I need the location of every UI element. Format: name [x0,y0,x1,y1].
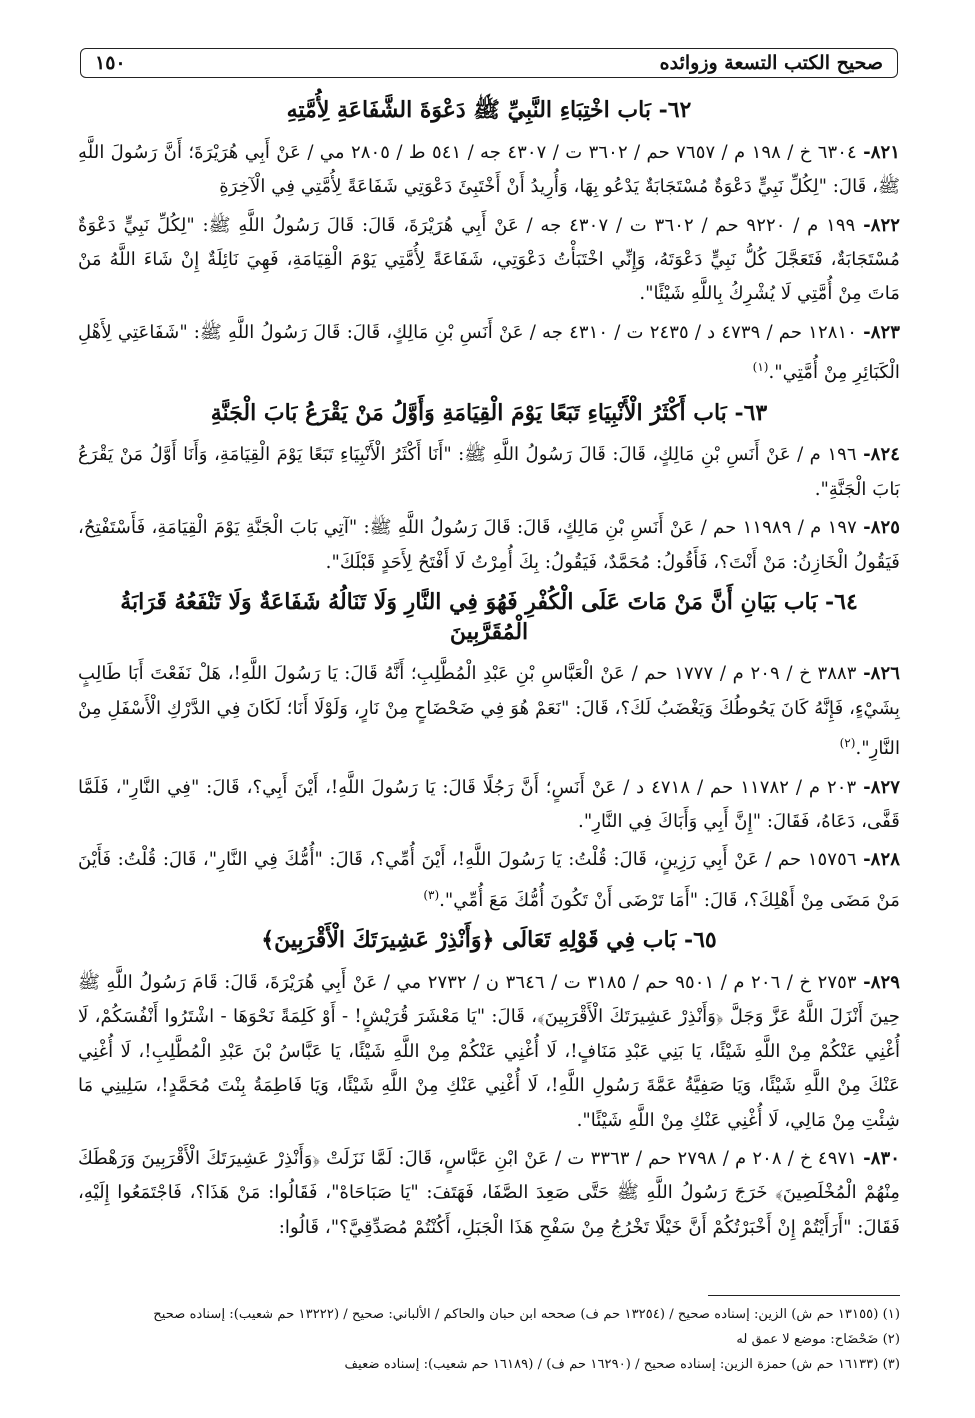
chapter-heading: ٦٤- بَاب بَيَانِ أَنَّ مَنْ مَاتَ عَلَى الْكُفْرِ فَهُوَ فِي النَّارِ وَلَا تَنَالُهُ شَفَاعَةٌ وَلَا تَنْفَعُهُ قَرَابَةُ الْمُقَرَّبِينَ [120,588,858,645]
main-text [78,88,900,1249]
hadith-821 [78,136,900,205]
hadith-number: ٨٢٢- [863,214,900,236]
footnote-2: (٢) ضَحْضَاح: موضع لا عمق له [736,1332,900,1347]
chapter-heading: ٦٢- بَاب اخْتِبَاءِ النَّبِيِّ ﷺ دَعْوَةَ الشَّفَاعَةِ لِأُمَّتِهِ [286,97,692,123]
hadith-text: ١٥٧٥٦ حم / عَنْ أَبِي رَزِينٍ، قَالَ: قُلْتُ: يَا رَسُولَ اللَّهِ!، أَيْنَ أُمِّي؟، قَالَ: "أُمُّكَ فِي النَّارِ"، قَالَ: قُلْتُ: فَأَيْنَ مَنْ مَضَى مِنْ أَهْلِكَ؟، قَالَ: "أَمَا تَرْضَى أَنْ تَكُونَ أُمُّكَ مَعَ أُمِّي". [78,849,900,911]
footnote-mark[interactable]: (٣) [423,887,440,902]
hadith-text: ٢٠٣ م / ١١٧٨٢ حم / ٤٧١٨ د / عَنْ أَنَسٍ؛ أَنَّ رَجُلًا قَالَ: يَا رَسُولَ اللَّهِ!، أَيْنَ أَبِي؟، قَالَ: "فِي النَّارِ"، فَلَمَّا قَفَّى، دَعَاهُ، فَقَالَ: "إِنَّ أَبِي وَأَبَاكَ فِي النَّارِ". [78,776,900,832]
page-number: ١٥٠ [95,52,126,74]
hadith-number: ٨٢٤- [863,444,900,466]
footnote-3: (٣) (١٦١٣٣ حم ش) حمزة الزين: إسناده صحيح / (١٦٢٩٠ حم ف) / (١٦١٨٩ حم شعيب): إسناده ضعيف [344,1357,900,1372]
hadith-number: ٨٢٣- [863,321,900,343]
hadith-number: ٨٢٦- [863,663,900,685]
footnote-1: (١) (١٣١٥٥ حم ش) الزين: إسناده صحيح / (١٣٢٥٤ حم ف) صححه ابن حبان والحاكم / الألباني: صحيح / (١٣٢٢٢ حم شعيب): إسناده صحيح [153,1307,900,1322]
hadith-825 [78,511,900,580]
hadith-text: ٣٨٨٣ خ / ٢٠٩ م / ١٧٧٧ حم / عَنْ الْعَبَّاسِ بْنِ عَبْدِ الْمُطَّلِبِ؛ أَنَّهُ قَالَ: يَا رَسُولَ اللَّهِ!، هَلْ نَفَعْتَ أَبَا طَالِبٍ بِشَيْءٍ، فَإِنَّهُ كَانَ يَحُوطُكَ وَيَغْضَبُ لَكَ؟، قَالَ: "نَعَمْ هُوَ فِي ضَحْضَاحٍ مِنْ نَارٍ، وَلَوْلَا أَنَا؛ لَكَانَ فِي الدَّرْكِ الْأَسْفَلِ مِنْ النَّارِ". [78,663,900,760]
chapter-heading: ٦٥- بَاب فِي قَوْلِهِ تَعَالَى ﴿وَأَنْذِرْ عَشِيرَتَكَ الْأَقْرَبِينَ﴾ [261,927,717,954]
hadith-827 [78,771,900,840]
hadith-824 [78,438,900,507]
hadith-829 [78,966,900,1138]
hadith-text: ٤٩٧١ خ / ٢٠٨ م / ٢٧٩٨ حم / ٣٣٦٣ ت / عَنْ ابْنِ عَبَّاسٍ، قَالَ: لَمَّا نَزَلَتْ ﴿وَأَنْذِرْ عَشِيرَتَكَ الْأَقْرَبِينَ وَرَهْطَكَ مِنْهُمْ الْمُخْلَصِينَ﴾ خَرَجَ رَسُولُ اللَّهِ ﷺ حَتَّى صَعِدَ الصَّفَا، فَهَتَفَ: "يَا صَبَاحَاهْ"، فَقَالُوا: مَنْ هَذَا؟، فَاجْتَمَعُوا إِلَيْهِ، فَقَالَ: "أَرَأَيْتُمْ إِنْ أَخْبَرْتُكُمْ أَنَّ خَيْلًا تَخْرُجُ مِنْ سَفْحِ هَذَا الْجَبَلِ، أَكُنْتُمْ مُصَدِّقِيَّ؟"، قَالُوا: [78,1147,900,1238]
hadith-text: ١٩٩ م / ٩٢٢٠ حم / ٣٦٠٢ ت / ٤٣٠٧ جه / عَنْ أَبِي هُرَيْرَةَ، قَالَ: قَالَ رَسُولُ اللَّهِ ﷺ: "لِكُلِّ نَبِيٍّ دَعْوَةٌ مُسْتَجَابَةٌ، فَتَعَجَّلَ كُلُّ نَبِيٍّ دَعْوَتَهُ، وَإِنِّي اخْتَبَأْتُ دَعْوَتِي، شَفَاعَةً لِأُمَّتِي يَوْمَ الْقِيَامَةِ، فَهِيَ نَائِلَةٌ إِنْ شَاءَ اللَّهُ مَنْ مَاتَ مِنْ أُمَّتِي لَا يُشْرِكُ بِاللَّهِ شَيْئًا". [78,214,900,305]
hadith-number: ٨٢١- [863,141,900,163]
hadith-828 [78,843,900,918]
page-header [80,48,898,78]
hadith-830 [78,1142,900,1245]
hadith-number: ٨٢٧- [863,776,900,798]
footnotes [78,1302,900,1377]
hadith-text: ١٢٨١٠ حم / ٤٧٣٩ د / ٢٤٣٥ ت / ٤٣١٠ جه / عَنْ أَنَسِ بْنِ مَالِكٍ، قَالَ: قَالَ رَسُولُ اللَّهِ ﷺ: "شَفَاعَتِي لِأَهْلِ الْكَبَائِرِ مِنْ أُمَّتِي". [78,321,900,384]
hadith-number: ٨٢٩- [863,971,900,993]
chapter-heading: ٦٣- بَاب أَكْثَرُ الْأَنْبِيَاءِ تَبَعًا يَوْمَ الْقِيَامَةِ وَأَوَّلُ مَنْ يَقْرَعُ بَابَ الْجَنَّةِ [210,399,768,426]
book-title: صحيح الكتب التسعة وزوائده [659,52,883,74]
footnote-mark[interactable]: (٢) [839,736,856,751]
hadith-text: ٦٣٠٤ خ / ١٩٨ م / ٧٦٥٧ حم / ٣٦٠٢ ت / ٤٣٠٧ جه / ٥٤١ ط / ٢٨٠٥ مي / عَنْ أَبِي هُرَيْرَةَ؛ أَنَّ رَسُولَ اللَّهِ ﷺ، قَالَ: "لِكُلِّ نَبِيٍّ دَعْوَةٌ مُسْتَجَابَةٌ يَدْعُو بِهَا، وَأُرِيدُ أَنْ أَخْتَبِئَ دَعْوَتِي شَفَاعَةً لِأُمَّتِي فِي الْآخِرَةِ [78,141,900,198]
hadith-number: ٨٢٨- [863,849,900,871]
hadith-text: ١٩٦ م / عَنْ أَنَسِ بْنِ مَالِكٍ، قَالَ: قَالَ رَسُولُ اللَّهِ ﷺ: "أَنَا أَكْثَرُ الْأَنْبِيَاءِ تَبَعًا يَوْمَ الْقِيَامَةِ، وَأَنَا أَوَّلُ مَنْ يَقْرَعُ بَابَ الْجَنَّةِ". [78,444,900,500]
hadith-826 [78,657,900,766]
hadith-number: ٨٣٠- [863,1147,900,1169]
hadith-text: ٢٧٥٣ خ / ٢٠٦ م / ٩٥٠١ حم / ٣١٨٥ ت / ٣٦٤٦ ن / ٢٧٣٢ مي / عَنْ أَبِي هُرَيْرَةَ، قَالَ: قَامَ رَسُولُ اللَّهِ ﷺ حِينَ أَنْزَلَ اللَّهُ عَزَّ وَجَلَّ ﴿وَأَنْذِرْ عَشِيرَتَكَ الْأَقْرَبِينَ﴾، قَالَ: "يَا مَعْشَرَ قُرَيْشٍ! - أَوْ كَلِمَةً نَحْوَهَا - اشْتَرُوا أَنْفُسَكُمْ، لَا أُغْنِي عَنْكُمْ مِنْ اللَّهِ شَيْئًا، يَا بَنِي عَبْدِ مَنَافٍ!، لَا أُغْنِي عَنْكُمْ مِنْ اللَّهِ شَيْئًا، يَا عَبَّاسُ بْنَ عَبْدِ الْمُطَّلِبِ!، لَا أُغْنِي عَنْكَ مِنْ اللَّهِ شَيْئًا، وَيَا صَفِيَّةُ عَمَّةَ رَسُولِ اللَّهِ!، لَا أُغْنِي عَنْكِ مِنْ اللَّهِ شَيْئًا، وَيَا فَاطِمَةُ بِنْتَ مُحَمَّدٍ!، سَلِينِي مَا شِئْتِ مِنْ مَالِي، لَا أُغْنِي عَنْكِ مِنْ اللَّهِ شَيْئًا". [78,971,900,1131]
hadith-number: ٨٢٥- [863,517,900,539]
hadith-823 [78,316,900,391]
footnote-divider [708,1295,900,1296]
hadith-822 [78,209,900,312]
footnote-mark[interactable]: (١) [752,360,769,375]
hadith-text: ١٩٧ م / ١١٩٨٩ حم / عَنْ أَنَسِ بْنِ مَالِكٍ، قَالَ: قَالَ رَسُولُ اللَّهِ ﷺ: "آتِي بَابَ الْجَنَّةِ يَوْمَ الْقِيَامَةِ، فَأَسْتَفْتِحُ، فَيَقُولُ الْخَازِنُ: مَنْ أَنْتَ؟، فَأَقُولُ: مُحَمَّدٌ، فَيَقُولُ: بِكَ أُمِرْتُ لَا أَفْتَحُ لِأَحَدٍ قَبْلَكَ". [78,517,900,573]
